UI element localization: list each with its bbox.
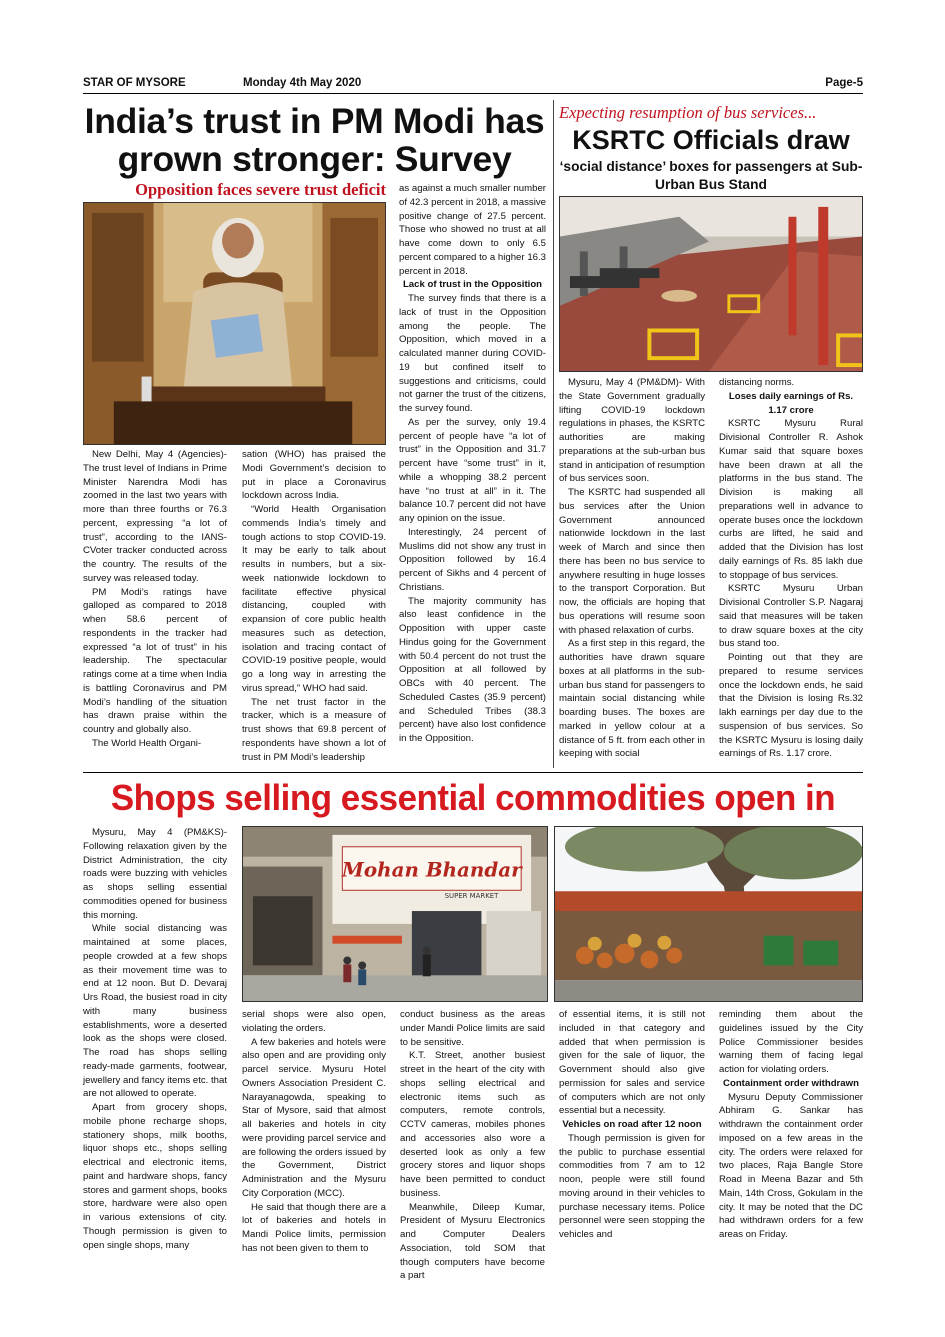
mohan-bhandar-photo [242,826,548,1002]
bus-stand-photo [559,196,863,372]
paragraph: Apart from grocery shops, mobile phone recharge shops, stationery shops, milk booths, liquor shops etc., shops selling electrical and electronic items, paint and hardware shops, fancy stores and garment shops, books store, hardware were also open in various extensions of city. Though permission is given to open single shops, many [83,1102,227,1251]
section-rule [83,772,863,773]
story1-col1 [83,448,227,751]
paragraph: reminding them about the guidelines issued by the City Police Commissioner besides warning them of facing legal action for violating orders. [719,1009,863,1075]
issue-date: Monday 4th May 2020 [243,77,362,89]
paragraph: KSRTC Mysuru Urban Divisional Controller S.P. Nagaraj said that measures will be taken to draw square boxes at the city bus stand too. [719,583,863,650]
paragraph: As a first step in this regard, the authorities have drawn square boxes at all platforms in the sub-urban bus stand for passengers to maintain social distancing while boarding buses. The boxes are marked in yellow colour at a distance of 5 ft. from each other in keeping with social [559,638,705,760]
paragraph: as against a much smaller number of 42.3 percent in 2018, a massive positive change of 27.5 percent. Those who showed no trust at all have come down to only 6.5 percent compared to a higher 16.3 percent in 2018. [399,183,546,277]
story1-headline: India’s trust in PM Modi has grown stronger: Survey [84,101,545,179]
paragraph: K.T. Street, another busiest street in the heart of the city with shops selling electrical and electronic items such as computers, remote controls, CCTV cameras, mobiles phones and accessories also wore a deserted look as only a few grocery stores and liquor shops have been permitted to conduct business. [400,1050,545,1199]
paragraph: He said that though there are a lot of bakeries and hotels in Mandi Police limits, permission has not been given to them to [242,1201,386,1254]
market-photo [554,826,863,1002]
paragraph: New Delhi, May 4 (Agencies)- The trust level of Indians in Prime Minister Narendra Modi has zoomed in the last two years with more than three fourths or 76.3 percent, expressing “a lot of trust”, according to the IANS-CVoter tracker conducted across the country. The results of the survey was released today. [83,449,227,584]
story2-crosshead: Loses daily earnings of Rs. 1.17 crore [728,390,854,416]
paragraph: serial shops were also open, violating the orders. [242,1009,386,1034]
paragraph: As per the survey, only 19.4 percent of people have “a lot of trust” in the Opposition and 31.7 percent have “some trust” in it, while a whopping 38.2 percent have “no trust at all” in it. The balance 10.7 percent did not have any opinion on the issue. [399,416,546,524]
story1-col2 [242,448,386,764]
page-number: Page-5 [825,77,863,89]
story2-col2 [719,376,863,761]
paragraph: PM Modi’s ratings have galloped as compared to 2018 when 58.6 percent of respondents in the tracker had expressed “a lot of trust” in his leadership. The spectacular ratings come at a time when India is battling Coronavirus and PM Modi’s handling of the situation has drawn praise within the country and globally also. [83,586,227,735]
shop-sign-subtext: SUPER MARKET [444,892,499,901]
paragraph: Meanwhile, Dileep Kumar, President of Mysuru Electronics and Computer Dealers Association, told SOM that though computers have become a part [400,1201,545,1282]
story3-col2 [242,1008,386,1256]
paragraph: The majority community has also least confidence in the Opposition with upper caste Hindus going for the Government with 50.4 percent do not trust the Opposition at all followed by OBCs with 40 percent. The Scheduled Castes (35.9 percent) and Scheduled Tribes (38.3 percent) have also lost confidence in the Opposition. [399,595,546,744]
paragraph: Though permission is given for the public to purchase essential commodities from 7 am to 12 noon, people were still found moving around in their vehicles to purchase necessary items. Police personnel were seen stopping the vehicles and [559,1132,705,1240]
paragraph: While social distancing was maintained at some places, people crowded at a few shops as their movement time was to end at 12 noon. But D. Devaraj Urs Road, the busiest road in city with many business establishments, wore a deserted look as the shops were closed. The road has shops selling ready-made garments, footwear, jewellery and fancy items etc. that are not allowed to operate. [83,923,227,1100]
story2-kicker: Expecting resumption of bus services... [559,103,817,122]
paragraph: distancing norms. [719,377,795,388]
paragraph: The net trust factor in the tracker, which is a measure of trust shows that 69.8 percent of respondents have shown a lot of trust in PM Modi’s leadership [242,696,386,763]
paragraph: A few bakeries and hotels were also open and are providing only parcel service. Mysuru Hotel Owners Association President C. Narayanagowda, speaking to Star of Mysore, said that almost all bakeries and hotels in city were providing parcel service and are following the orders issued by the Government, District Administration and the Mysuru City Corporation (MCC). [242,1036,386,1199]
paper-name: STAR OF MYSORE [83,77,186,89]
story1-subhead: Opposition faces severe trust deficit [135,180,386,199]
modi-photo [83,202,386,445]
paragraph: The KSRTC had suspended all bus services after the Union Government announced nationwide lockdown in the last week of March and since then there has been no bus service to anywhere resulting in huge losses to the transport Corporation. But now, the officials are hoping that bus operations will resume soon with phased relaxation of curbs. [559,487,705,636]
paragraph: The survey finds that there is a lack of trust in the Opposition among the people. The Opposition, which moved in a calculated manner during COVID-19 but confined itself to suggestions and criticisms, could not garner the trust of the citizens, the survey found. [399,293,546,414]
paragraph: KSRTC Mysuru Rural Divisional Controller R. Ashok Kumar said that square boxes have been drawn at all the platforms in the bus stand. The Division is making all preparations well in advance to operate buses once the lockdown curbs are lifted, he said and added that the Division has lost daily earnings of Rs. 85 lakh due to stoppage of bus services. [719,418,863,581]
page-header [83,77,863,91]
story2-col1 [559,376,705,761]
paragraph: Mysuru, May 4 (PM&KS)- Following relaxation given by the District Administration, the city roads were buzzing with vehicles as shops selling essential commodities opened for business this morning. [83,827,227,921]
story2-deck: ‘social distance’ boxes for passengers at Sub-Urban Bus Stand [559,159,863,192]
header-rule [83,93,863,94]
story3-col3 [400,1008,545,1283]
story3-col1 [83,826,227,1252]
story1-col3 [399,182,546,746]
paragraph: “World Health Organisation commends India’s timely and tough actions to stop COVID-19. It may be early to talk about results in numbers, but a six-week nationwide lockdown to facilitate effective physical distancing, coupled with expansion of core public health measures such as detection, isolation and tracing contact of COVID-19 positive people, would go a long way in arresting the virus spread,” WHO had said. [242,504,386,694]
paragraph: conduct business as the areas under Mandi Police limits are said to be sensitive. [400,1009,545,1048]
story3-crosshead-vehicles: Vehicles on road after 12 noon [562,1119,702,1130]
paragraph: Pointing out that they are prepared to resume services once the lockdown ends, he said that the Division is losing Rs.32 lakh earnings per day due to the suspension of bus services. So the KSRTC Mysuru is losing daily earnings of Rs. 1.17 crore. [719,652,863,760]
paragraph: Mysuru, May 4 (PM&DM)- With the State Government gradually lifting COVID-19 lockdown regulations in phases, the KSRTC authorities are making preparations at the sub-urban bus stand in anticipation of resumption of bus services soon. [559,377,705,485]
column-divider [553,100,554,768]
paragraph: Mysuru Deputy Commissioner Abhiram G. Sankar has withdrawn the containment order imposed on a few areas in the city. The orders were relaxed for two places, Raja Bangle Store Road in Meena Bazar and 5th Main, 14th Cross, Gokulam in the city. It may be noted that the DC had withdrawn orders for a few areas on Friday. [719,1091,863,1240]
story1-crosshead: Lack of trust in the Opposition [402,279,543,291]
story2-headline: KSRTC Officials draw [572,125,850,155]
paragraph: The World Health Organi- [92,737,202,749]
paragraph: Interestingly, 24 percent of Muslims did not show any trust in Opposition followed by 16.4 percent of Sikhs and 4 percent of Christians. [399,526,546,593]
shop-sign-text: Mohan Bhandar [341,857,522,882]
story3-headline: Shops selling essential commodities open in [110,777,836,818]
paragraph: sation (WHO) has praised the Modi Government’s decision to put in place a Coronavirus lockdown across India. [242,449,386,502]
story3-crosshead-containment: Containment order withdrawn [723,1077,859,1089]
paragraph: of essential items, it is still not included in that category and added that when permission is given for the sale of liquor, the Government should also give permission for sales and service of computers which are not only essential but a necessity. [559,1009,705,1117]
story3-col5 [719,1008,863,1242]
story3-col4 [559,1008,705,1242]
